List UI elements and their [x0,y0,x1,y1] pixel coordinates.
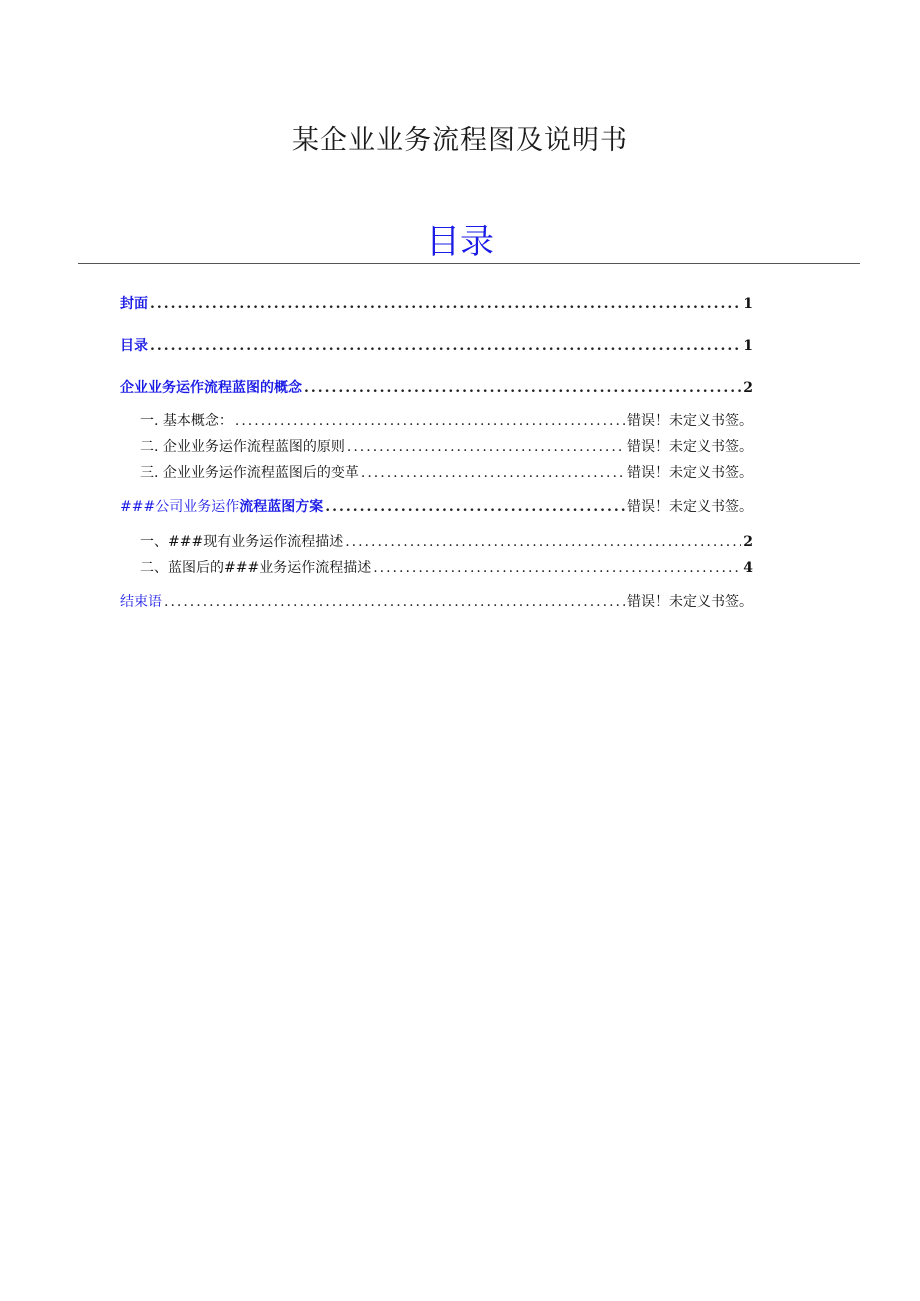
toc-page-number: 2 [743,534,753,550]
toc-page-number: 1 [743,338,753,354]
toc-leader [325,497,625,517]
toc-page-number: 错误！未定义书签。 [627,594,753,610]
toc-page-number: 4 [743,560,753,576]
toc-label-part: 流程蓝图方案 [239,499,324,515]
toc-label[interactable]: 企业业务运作流程蓝图的概念 [120,380,302,396]
toc-leader [304,378,741,398]
toc-label[interactable]: 二. 企业业务运作流程蓝图的原则 [140,439,345,455]
toc-label[interactable]: 二、蓝图后的###业务运作流程描述 [140,560,372,576]
toc-page-number: 2 [743,380,753,396]
toc-entry-plan[interactable] [120,497,753,517]
toc-leader [150,294,741,314]
toc-page-number: 错误！未定义书签。 [627,499,753,515]
toc-entry-cover[interactable] [120,294,753,314]
toc-label[interactable]: 三. 企业业务运作流程蓝图后的变革 [140,465,359,481]
toc-page-number: 错误！未定义书签。 [627,439,753,455]
toc-leader [150,336,741,356]
toc-entry-concept[interactable] [120,378,753,398]
toc-label[interactable]: 结束语 [120,594,162,610]
toc-entry-conclusion[interactable] [120,592,753,612]
toc-heading: 目录 [426,222,494,262]
heading-rule [78,263,860,264]
toc-leader [347,437,625,457]
toc-label[interactable]: 封面 [120,296,148,312]
toc-label[interactable]: 一、###现有业务运作流程描述 [140,534,344,550]
toc-label[interactable]: 目录 [120,338,148,354]
toc-leader [361,463,625,483]
toc-leader [235,411,625,431]
toc-entry-contents[interactable] [120,336,753,356]
toc-leader [373,558,741,578]
toc-entry-after-blueprint[interactable] [140,558,753,578]
document-title: 某企业业务流程图及说明书 [292,125,628,156]
toc-page-number: 错误！未定义书签。 [627,413,753,429]
toc-leader [345,532,741,552]
toc-entry-principles[interactable] [140,437,753,457]
toc-page-number: 1 [743,296,753,312]
toc-label[interactable]: 一. 基本概念： [140,413,233,429]
toc-label-part: ###公司业务运作 [120,499,240,515]
toc-entry-existing-process[interactable] [140,532,753,552]
toc-leader [164,592,625,612]
toc-page-number: 错误！未定义书签。 [627,465,753,481]
toc-entry-basic-concept[interactable] [140,411,753,431]
toc-entry-changes[interactable] [140,463,753,483]
toc-label[interactable] [120,497,323,517]
